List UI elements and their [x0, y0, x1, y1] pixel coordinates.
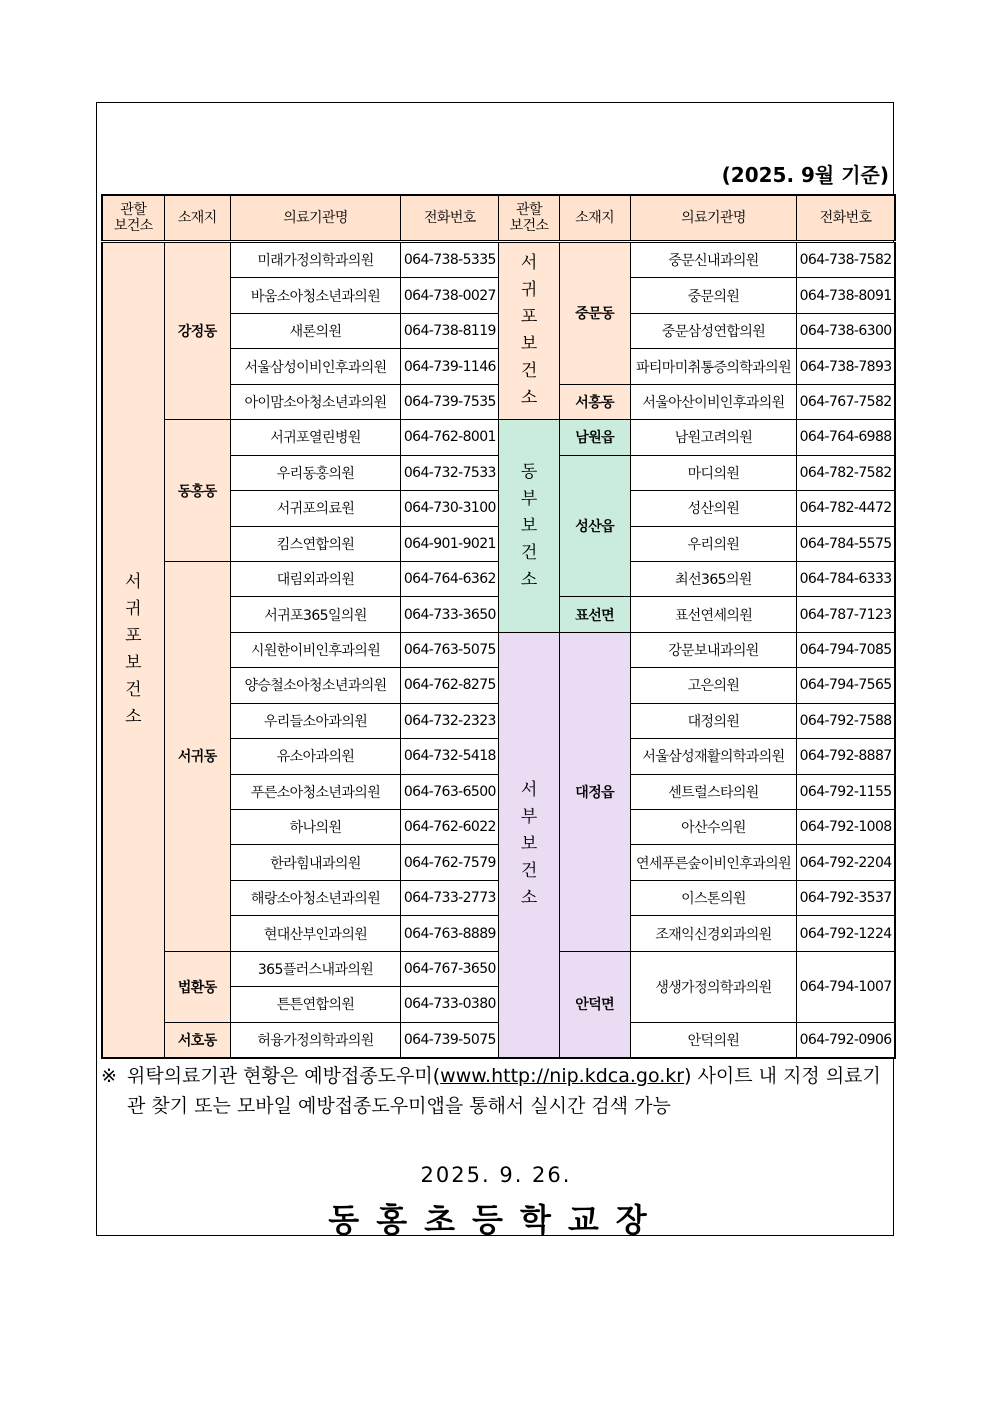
- clinic-name: 유소아과의원: [230, 739, 400, 774]
- clinic-phone: 064-792-2204: [797, 845, 895, 880]
- clinic-name: 미래가정의학과의원: [230, 242, 400, 278]
- clinic-phone: 064-739-1146: [401, 349, 499, 384]
- clinic-name: 해랑소아청소년과의원: [230, 880, 400, 915]
- clinic-phone: 064-738-0027: [401, 278, 499, 313]
- clinic-name: 한라힘내과의원: [230, 845, 400, 880]
- clinic-name: 현대산부인과의원: [230, 916, 400, 951]
- clinic-phone: 064-738-8119: [401, 313, 499, 348]
- clinic-name: 생생가정의학과의원: [630, 951, 796, 1022]
- clinic-phone: 064-738-7893: [797, 349, 895, 384]
- clinic-name: 허융가정의학과의원: [230, 1022, 400, 1058]
- clinic-phone: 064-762-6022: [401, 810, 499, 845]
- clinic-name: 안덕의원: [630, 1022, 796, 1058]
- clinic-name: 중문의원: [630, 278, 796, 313]
- org-cell-right: [499, 242, 559, 420]
- region-cell-right: 중문동: [559, 242, 630, 385]
- clinic-name: 365플러스내과의원: [230, 951, 400, 986]
- header-phone-right: 전화번호: [797, 195, 895, 242]
- clinic-name: 서귀포열린병원: [230, 420, 400, 455]
- clinic-phone: 064-738-8091: [797, 278, 895, 313]
- clinic-name: 우리의원: [630, 526, 796, 561]
- region-cell-right: 안덕면: [559, 951, 630, 1058]
- clinic-name: 마디의원: [630, 455, 796, 490]
- header-clinic-name-right: 의료기관명: [630, 195, 796, 242]
- clinic-phone: 064-792-1155: [797, 774, 895, 809]
- notice-text: [101, 1061, 891, 1121]
- clinic-phone: 064-794-7565: [797, 668, 895, 703]
- clinic-name: 푸른소아청소년과의원: [230, 774, 400, 809]
- clinic-phone: 064-792-1224: [797, 916, 895, 951]
- clinic-name: 서울삼성재활의학과의원: [630, 739, 796, 774]
- header-location-right: 소재지: [559, 195, 630, 242]
- header-org: 관할 보건소: [102, 195, 164, 242]
- clinic-name: 파티마미취통증의학과의원: [630, 349, 796, 384]
- clinic-name: 양승철소아청소년과의원: [230, 668, 400, 703]
- clinic-phone: 064-792-3537: [797, 880, 895, 915]
- header-phone: 전화번호: [401, 195, 499, 242]
- clinic-phone: 064-794-1007: [797, 951, 895, 1022]
- clinic-phone: 064-764-6362: [401, 561, 499, 596]
- basis-date-label: (2025. 9월 기준): [721, 163, 889, 187]
- kdca-link[interactable]: www.http://nip.kdca.go.kr: [440, 1065, 685, 1087]
- clinic-name: 서울아산이비인후과의원: [630, 384, 796, 419]
- clinic-phone: 064-784-5575: [797, 526, 895, 561]
- clinic-name: 강문보내과의원: [630, 632, 796, 667]
- clinic-name: 남원고려의원: [630, 420, 796, 455]
- notice-frame: [96, 102, 894, 1239]
- header-clinic-name: 의료기관명: [230, 195, 400, 242]
- clinic-name: 표선연세의원: [630, 597, 796, 632]
- region-cell-right: 서홍동: [559, 384, 630, 419]
- clinic-name: 새론의원: [230, 313, 400, 348]
- org-cell-right: [499, 420, 559, 633]
- org-label: 서귀포보건소: [520, 253, 538, 409]
- clinic-name: 성산의원: [630, 491, 796, 526]
- clinic-phone: 064-763-8889: [401, 916, 499, 951]
- clinic-phone: 064-767-3650: [401, 951, 499, 986]
- table-row: [102, 242, 895, 278]
- org-label: 서귀포보건소: [125, 572, 142, 728]
- clinic-phone: 064-732-5418: [401, 739, 499, 774]
- clinic-name: 우리들소아과의원: [230, 703, 400, 738]
- clinic-phone: 064-784-6333: [797, 561, 895, 596]
- clinic-phone: 064-739-7535: [401, 384, 499, 419]
- region-cell: 서호동: [164, 1022, 230, 1058]
- clinic-name: 시원한이비인후과의원: [230, 632, 400, 667]
- clinic-phone: 064-794-7085: [797, 632, 895, 667]
- clinic-phone: 064-732-2323: [401, 703, 499, 738]
- clinic-phone: 064-763-6500: [401, 774, 499, 809]
- clinic-table: [101, 194, 896, 1059]
- clinic-phone: 064-782-4472: [797, 491, 895, 526]
- clinic-phone: 064-792-7588: [797, 703, 895, 738]
- clinic-name: 서귀포365일의원: [230, 597, 400, 632]
- header-location: 소재지: [164, 195, 230, 242]
- clinic-name: 대림외과의원: [230, 561, 400, 596]
- clinic-phone: 064-738-6300: [797, 313, 895, 348]
- clinic-phone: 064-733-0380: [401, 987, 499, 1022]
- region-cell: 서귀동: [164, 561, 230, 951]
- reference-mark: ※: [101, 1065, 117, 1087]
- clinic-name: 서울삼성이비인후과의원: [230, 349, 400, 384]
- org-cell-right: [499, 632, 559, 1058]
- clinic-table-body: [102, 195, 895, 1058]
- clinic-phone: 064-730-3100: [401, 491, 499, 526]
- clinic-phone: 064-762-8001: [401, 420, 499, 455]
- table-row: [102, 1022, 895, 1058]
- region-cell-right: 대정읍: [559, 632, 630, 951]
- notice-text-part1: 위탁의료기관 현황은 예방접종도우미(: [127, 1065, 441, 1087]
- notice-text-part2: ) 사이트 내 지정 의료기: [684, 1065, 881, 1087]
- table-row: [102, 951, 895, 986]
- region-cell-right: 남원읍: [559, 420, 630, 455]
- clinic-name: 중문신내과의원: [630, 242, 796, 278]
- clinic-name: 최선365의원: [630, 561, 796, 596]
- region-cell: 강정동: [164, 242, 230, 420]
- clinic-phone: 064-764-6988: [797, 420, 895, 455]
- clinic-name: 연세푸른숲이비인후과의원: [630, 845, 796, 880]
- principal-signature: 동홍초등학교장: [328, 1201, 664, 1239]
- clinic-phone: 064-762-7579: [401, 845, 499, 880]
- org-seogwipo-left: [102, 242, 164, 1059]
- clinic-phone: 064-763-5075: [401, 632, 499, 667]
- clinic-name: 하나의원: [230, 810, 400, 845]
- clinic-name: 우리동홍의원: [230, 455, 400, 490]
- clinic-name: 고은의원: [630, 668, 796, 703]
- clinic-name: 중문삼성연합의원: [630, 313, 796, 348]
- issue-date: 2025. 9. 26.: [420, 1163, 572, 1187]
- clinic-name: 센트럴스타의원: [630, 774, 796, 809]
- clinic-phone: 064-792-0906: [797, 1022, 895, 1058]
- clinic-name: 튼튼연합의원: [230, 987, 400, 1022]
- region-cell-right: 성산읍: [559, 455, 630, 597]
- clinic-name: 아이맘소아청소년과의원: [230, 384, 400, 419]
- clinic-name: 조재익신경외과의원: [630, 916, 796, 951]
- header-org-right: 관할 보건소: [499, 195, 559, 242]
- clinic-name: 대정의원: [630, 703, 796, 738]
- clinic-phone: 064-792-8887: [797, 739, 895, 774]
- clinic-phone: 064-738-5335: [401, 242, 499, 278]
- clinic-name: 킴스연합의원: [230, 526, 400, 561]
- region-cell-right: 표선면: [559, 597, 630, 632]
- region-cell: 법환동: [164, 951, 230, 1022]
- clinic-phone: 064-901-9021: [401, 526, 499, 561]
- region-cell: 동홍동: [164, 420, 230, 562]
- table-row: [102, 561, 895, 596]
- clinic-phone: 064-787-7123: [797, 597, 895, 632]
- clinic-phone: 064-733-2773: [401, 880, 499, 915]
- clinic-name: 아산수의원: [630, 810, 796, 845]
- clinic-phone: 064-732-7533: [401, 455, 499, 490]
- clinic-name: 서귀포의료원: [230, 491, 400, 526]
- clinic-phone: 064-792-1008: [797, 810, 895, 845]
- clinic-phone: 064-738-7582: [797, 242, 895, 278]
- clinic-name: 바움소아청소년과의원: [230, 278, 400, 313]
- clinic-phone: 064-767-7582: [797, 384, 895, 419]
- table-header-row: [102, 195, 895, 242]
- notice-text-line2: 관 찾기 또는 모바일 예방접종도우미앱을 통해서 실시간 검색 가능: [127, 1095, 671, 1117]
- table-row: [102, 420, 895, 455]
- clinic-phone: 064-733-3650: [401, 597, 499, 632]
- clinic-phone: 064-762-8275: [401, 668, 499, 703]
- clinic-name: 이스톤의원: [630, 880, 796, 915]
- org-label: 동부보건소: [520, 461, 538, 590]
- clinic-phone: 064-782-7582: [797, 455, 895, 490]
- org-label: 서부보건소: [520, 780, 538, 909]
- clinic-phone: 064-739-5075: [401, 1022, 499, 1058]
